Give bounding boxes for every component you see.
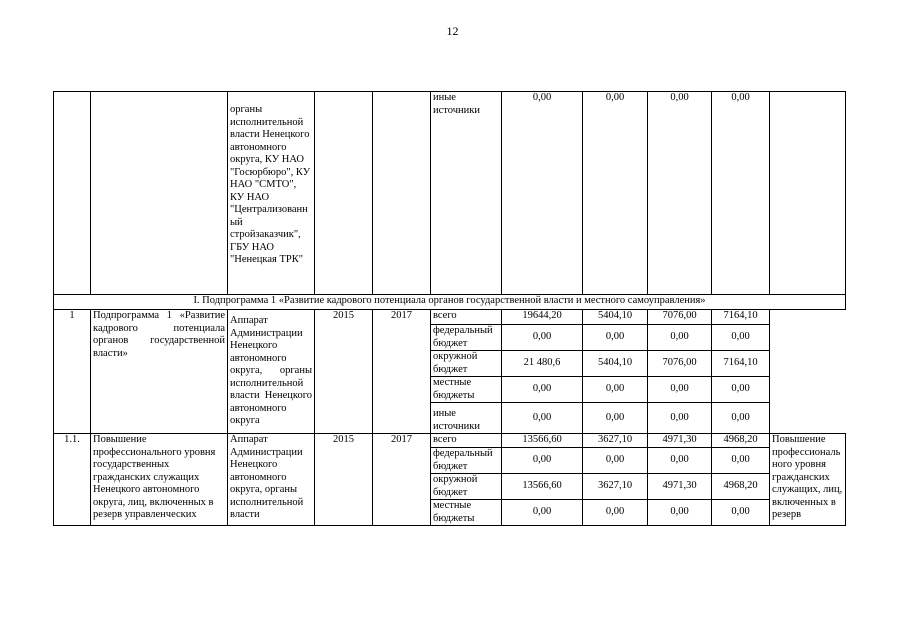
- source-cell: всего: [431, 434, 502, 448]
- value-cell: 0,00: [583, 500, 648, 526]
- value-cell: 13566,60: [502, 434, 583, 448]
- table-row: [54, 310, 846, 325]
- source-cell: федеральный бюджет: [431, 448, 502, 474]
- value-cell: 7076,00: [648, 351, 712, 377]
- start-year: 2015: [315, 310, 373, 434]
- value-cell: 0,00: [502, 403, 583, 434]
- executor-cell: Аппарат Администрации Ненецкого автономного округа, органы исполнительной власти Ненецкого автономного округа: [228, 310, 315, 434]
- cell-empty: [373, 92, 431, 295]
- value-cell: 0,00: [648, 448, 712, 474]
- page-number: 12: [446, 24, 459, 38]
- program-table: [53, 91, 846, 526]
- value-cell: 0,00: [502, 448, 583, 474]
- cell-empty: [91, 92, 228, 295]
- value-cell: 7076,00: [648, 310, 712, 325]
- value-cell: 4968,20: [712, 434, 770, 448]
- value-cell: 0,00: [502, 500, 583, 526]
- row-number: 1: [54, 310, 91, 434]
- table-row: [54, 434, 846, 448]
- source-cell: местные бюджеты: [431, 500, 502, 526]
- source-cell: окружной бюджет: [431, 474, 502, 500]
- value-cell: 0,00: [712, 377, 770, 403]
- value-cell: 0,00: [712, 92, 770, 295]
- value-cell: 0,00: [648, 325, 712, 351]
- source-cell: федеральный бюджет: [431, 325, 502, 351]
- end-year: 2017: [373, 310, 431, 434]
- value-cell: 3627,10: [583, 434, 648, 448]
- value-cell: 4971,30: [648, 434, 712, 448]
- end-year: 2017: [373, 434, 431, 526]
- value-cell: 0,00: [712, 448, 770, 474]
- value-cell: 13566,60: [502, 474, 583, 500]
- cell-empty: [315, 92, 373, 295]
- expected-result: Повышение профессионального уровня гражданских служащих, лиц, включенных в резерв: [770, 434, 846, 526]
- source-cell: всего: [431, 310, 502, 325]
- value-cell: 0,00: [648, 377, 712, 403]
- subprogram-name: Подпрограмма 1 «Развитие кадрового потенциала органов государственной власти»: [91, 310, 228, 434]
- value-cell: 7164,10: [712, 310, 770, 325]
- value-cell: 7164,10: [712, 351, 770, 377]
- value-cell: 4971,30: [648, 474, 712, 500]
- continuation-row: [54, 92, 846, 295]
- executor-cell: Аппарат Администрации Ненецкого автономного округа, органы исполнительной власти: [228, 434, 315, 526]
- value-cell: 21 480,6: [502, 351, 583, 377]
- value-cell: 4968,20: [712, 474, 770, 500]
- value-cell: 0,00: [648, 500, 712, 526]
- value-cell: 0,00: [502, 92, 583, 295]
- value-cell: 0,00: [583, 92, 648, 295]
- section-header-row: [54, 295, 846, 310]
- value-cell: 0,00: [583, 403, 648, 434]
- value-cell: 5404,10: [583, 351, 648, 377]
- start-year: 2015: [315, 434, 373, 526]
- source-cell: иные источники: [431, 92, 502, 295]
- value-cell: 0,00: [712, 500, 770, 526]
- cell-empty: [770, 92, 846, 295]
- row-number: 1.1.: [54, 434, 91, 526]
- value-cell: 5404,10: [583, 310, 648, 325]
- value-cell: 0,00: [583, 325, 648, 351]
- value-cell: 0,00: [712, 325, 770, 351]
- value-cell: 19644,20: [502, 310, 583, 325]
- value-cell: 0,00: [648, 403, 712, 434]
- executor-cell: органы исполнительной власти Ненецкого автономного округа, КУ НАО "Госюрбюро", КУ НАО "СМТО", КУ НАО "Централизованный стройзаказчик", ГБУ НАО "Ненецкая ТРК": [228, 92, 315, 295]
- value-cell: 0,00: [712, 403, 770, 434]
- value-cell: 0,00: [583, 448, 648, 474]
- value-cell: 0,00: [648, 92, 712, 295]
- source-cell: окружной бюджет: [431, 351, 502, 377]
- cell-empty: [54, 92, 91, 295]
- value-cell: 0,00: [502, 325, 583, 351]
- source-cell: иные источники: [431, 403, 502, 434]
- result-cell: [770, 310, 846, 434]
- section-header: I. Подпрограмма 1 «Развитие кадрового потенциала органов государственной власти и местного самоуправления»: [54, 295, 846, 310]
- value-cell: 0,00: [502, 377, 583, 403]
- value-cell: 3627,10: [583, 474, 648, 500]
- source-cell: местные бюджеты: [431, 377, 502, 403]
- activity-name: Повышение профессионального уровня государственных гражданских служащих Ненецкого автономного округа, лиц, включенных в резерв управленческих: [91, 434, 228, 526]
- value-cell: 0,00: [583, 377, 648, 403]
